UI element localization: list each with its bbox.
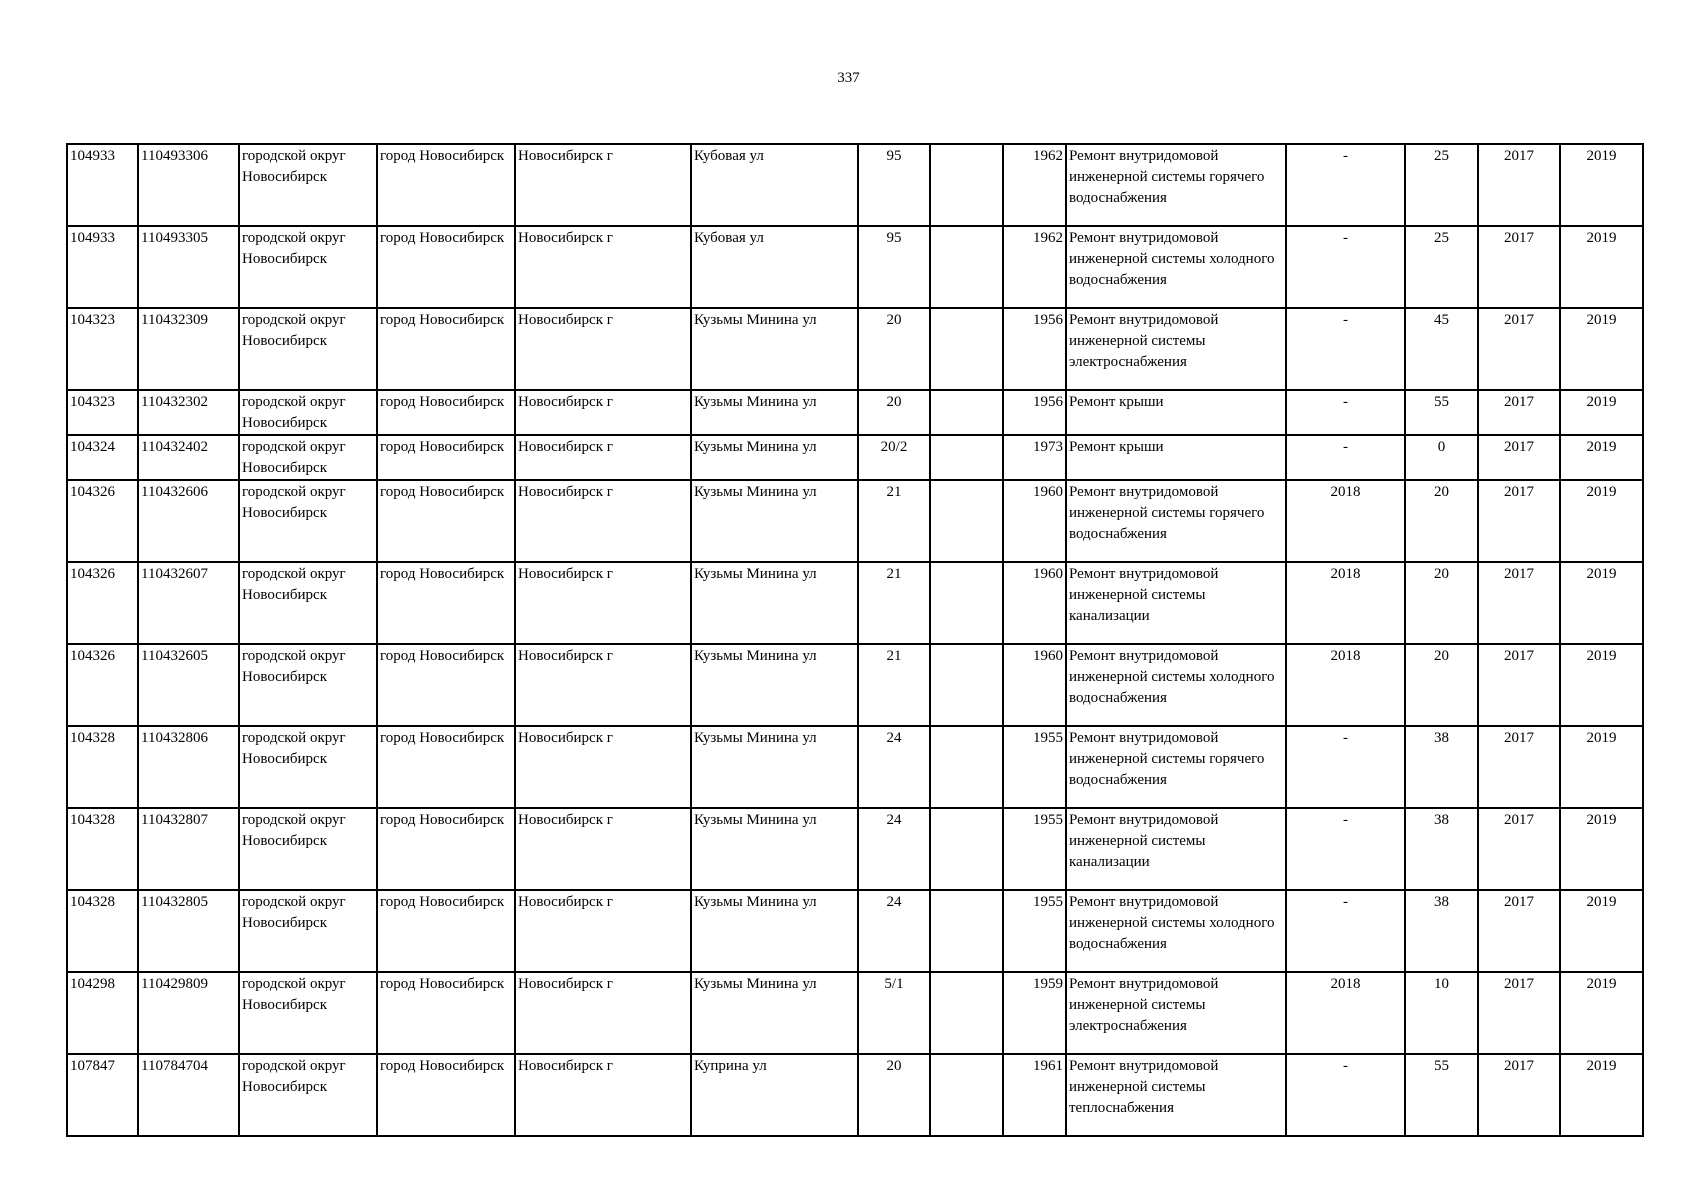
table-row [67, 808, 1643, 890]
settlement-cell: город Новосибирск [377, 972, 515, 1054]
table-row [67, 644, 1643, 726]
year-built-cell: 1955 [1003, 726, 1066, 808]
start-year-cell: 2017 [1478, 890, 1560, 972]
code-cell: 110493306 [138, 144, 239, 226]
wear-cell: 55 [1405, 390, 1478, 435]
wear-cell: 45 [1405, 308, 1478, 390]
city-cell: Новосибирск г [515, 226, 691, 308]
wear-cell: 0 [1405, 435, 1478, 480]
year-built-cell: 1973 [1003, 435, 1066, 480]
house-cell: 20 [858, 1054, 930, 1136]
end-year-cell: 2019 [1560, 390, 1643, 435]
city-cell: Новосибирск г [515, 435, 691, 480]
id-cell: 104933 [67, 226, 138, 308]
start-year-cell: 2017 [1478, 390, 1560, 435]
street-cell: Кубовая ул [691, 144, 858, 226]
street-cell: Кузьмы Минина ул [691, 890, 858, 972]
settlement-cell: город Новосибирск [377, 226, 515, 308]
last-repair-cell: - [1286, 890, 1405, 972]
last-repair-cell: - [1286, 308, 1405, 390]
page-number: 337 [837, 70, 860, 86]
end-year-cell: 2019 [1560, 562, 1643, 644]
house-cell: 20 [858, 308, 930, 390]
year-built-cell: 1955 [1003, 890, 1066, 972]
id-cell: 104328 [67, 808, 138, 890]
street-cell: Кузьмы Минина ул [691, 726, 858, 808]
building-cell [930, 480, 1003, 562]
end-year-cell: 2019 [1560, 972, 1643, 1054]
end-year-cell: 2019 [1560, 226, 1643, 308]
last-repair-cell: 2018 [1286, 644, 1405, 726]
code-cell: 110432807 [138, 808, 239, 890]
city-cell: Новосибирск г [515, 644, 691, 726]
wear-cell: 20 [1405, 562, 1478, 644]
house-cell: 20/2 [858, 435, 930, 480]
settlement-cell: город Новосибирск [377, 435, 515, 480]
municipality-cell: городской округ Новосибирск [239, 226, 377, 308]
table-row [67, 562, 1643, 644]
wear-cell: 38 [1405, 808, 1478, 890]
municipality-cell: городской округ Новосибирск [239, 644, 377, 726]
start-year-cell: 2017 [1478, 808, 1560, 890]
municipality-cell: городской округ Новосибирск [239, 390, 377, 435]
id-cell: 104324 [67, 435, 138, 480]
last-repair-cell: - [1286, 726, 1405, 808]
end-year-cell: 2019 [1560, 435, 1643, 480]
wear-cell: 38 [1405, 890, 1478, 972]
street-cell: Кузьмы Минина ул [691, 808, 858, 890]
id-cell: 104328 [67, 726, 138, 808]
code-cell: 110493305 [138, 226, 239, 308]
code-cell: 110432605 [138, 644, 239, 726]
settlement-cell: город Новосибирск [377, 1054, 515, 1136]
street-cell: Кузьмы Минина ул [691, 435, 858, 480]
street-cell: Куприна ул [691, 1054, 858, 1136]
house-cell: 20 [858, 390, 930, 435]
work-type-cell: Ремонт внутридомовой инженерной системы горячего водоснабжения [1066, 144, 1286, 226]
end-year-cell: 2019 [1560, 308, 1643, 390]
wear-cell: 55 [1405, 1054, 1478, 1136]
work-type-cell: Ремонт крыши [1066, 390, 1286, 435]
code-cell: 110432402 [138, 435, 239, 480]
end-year-cell: 2019 [1560, 890, 1643, 972]
settlement-cell: город Новосибирск [377, 644, 515, 726]
municipality-cell: городской округ Новосибирск [239, 480, 377, 562]
end-year-cell: 2019 [1560, 726, 1643, 808]
work-type-cell: Ремонт внутридомовой инженерной системы горячего водоснабжения [1066, 726, 1286, 808]
id-cell: 104326 [67, 562, 138, 644]
settlement-cell: город Новосибирск [377, 480, 515, 562]
city-cell: Новосибирск г [515, 562, 691, 644]
id-cell: 107847 [67, 1054, 138, 1136]
year-built-cell: 1956 [1003, 308, 1066, 390]
id-cell: 104323 [67, 390, 138, 435]
year-built-cell: 1959 [1003, 972, 1066, 1054]
work-type-cell: Ремонт внутридомовой инженерной системы канализации [1066, 562, 1286, 644]
work-type-cell: Ремонт внутридомовой инженерной системы электроснабжения [1066, 972, 1286, 1054]
street-cell: Кубовая ул [691, 226, 858, 308]
end-year-cell: 2019 [1560, 1054, 1643, 1136]
wear-cell: 10 [1405, 972, 1478, 1054]
id-cell: 104326 [67, 480, 138, 562]
house-cell: 95 [858, 144, 930, 226]
wear-cell: 38 [1405, 726, 1478, 808]
table-row [67, 435, 1643, 480]
last-repair-cell: - [1286, 144, 1405, 226]
id-cell: 104933 [67, 144, 138, 226]
year-built-cell: 1960 [1003, 644, 1066, 726]
house-cell: 21 [858, 480, 930, 562]
city-cell: Новосибирск г [515, 480, 691, 562]
work-type-cell: Ремонт внутридомовой инженерной системы холодного водоснабжения [1066, 226, 1286, 308]
table-row [67, 226, 1643, 308]
city-cell: Новосибирск г [515, 390, 691, 435]
house-cell: 21 [858, 644, 930, 726]
table-row [67, 144, 1643, 226]
code-cell: 110432309 [138, 308, 239, 390]
last-repair-cell: - [1286, 390, 1405, 435]
wear-cell: 20 [1405, 480, 1478, 562]
building-cell [930, 808, 1003, 890]
municipality-cell: городской округ Новосибирск [239, 972, 377, 1054]
start-year-cell: 2017 [1478, 308, 1560, 390]
start-year-cell: 2017 [1478, 972, 1560, 1054]
last-repair-cell: 2018 [1286, 972, 1405, 1054]
code-cell: 110432607 [138, 562, 239, 644]
work-type-cell: Ремонт крыши [1066, 435, 1286, 480]
start-year-cell: 2017 [1478, 726, 1560, 808]
building-cell [930, 308, 1003, 390]
wear-cell: 25 [1405, 226, 1478, 308]
settlement-cell: город Новосибирск [377, 726, 515, 808]
municipality-cell: городской округ Новосибирск [239, 435, 377, 480]
last-repair-cell: - [1286, 226, 1405, 308]
start-year-cell: 2017 [1478, 435, 1560, 480]
building-cell [930, 644, 1003, 726]
building-cell [930, 562, 1003, 644]
register-table [66, 143, 1644, 1137]
municipality-cell: городской округ Новосибирск [239, 1054, 377, 1136]
city-cell: Новосибирск г [515, 972, 691, 1054]
municipality-cell: городской округ Новосибирск [239, 562, 377, 644]
table-row [67, 480, 1643, 562]
house-cell: 21 [858, 562, 930, 644]
year-built-cell: 1955 [1003, 808, 1066, 890]
building-cell [930, 890, 1003, 972]
house-cell: 95 [858, 226, 930, 308]
start-year-cell: 2017 [1478, 144, 1560, 226]
building-cell [930, 1054, 1003, 1136]
municipality-cell: городской округ Новосибирск [239, 890, 377, 972]
city-cell: Новосибирск г [515, 1054, 691, 1136]
year-built-cell: 1961 [1003, 1054, 1066, 1136]
settlement-cell: город Новосибирск [377, 808, 515, 890]
city-cell: Новосибирск г [515, 808, 691, 890]
id-cell: 104326 [67, 644, 138, 726]
municipality-cell: городской округ Новосибирск [239, 808, 377, 890]
building-cell [930, 435, 1003, 480]
work-type-cell: Ремонт внутридомовой инженерной системы холодного водоснабжения [1066, 890, 1286, 972]
table-row [67, 972, 1643, 1054]
code-cell: 110432606 [138, 480, 239, 562]
last-repair-cell: - [1286, 1054, 1405, 1136]
start-year-cell: 2017 [1478, 226, 1560, 308]
settlement-cell: город Новосибирск [377, 890, 515, 972]
street-cell: Кузьмы Минина ул [691, 972, 858, 1054]
building-cell [930, 972, 1003, 1054]
table-row [67, 390, 1643, 435]
end-year-cell: 2019 [1560, 808, 1643, 890]
work-type-cell: Ремонт внутридомовой инженерной системы горячего водоснабжения [1066, 480, 1286, 562]
id-cell: 104323 [67, 308, 138, 390]
settlement-cell: город Новосибирск [377, 308, 515, 390]
building-cell [930, 226, 1003, 308]
last-repair-cell: 2018 [1286, 562, 1405, 644]
end-year-cell: 2019 [1560, 644, 1643, 726]
year-built-cell: 1962 [1003, 226, 1066, 308]
city-cell: Новосибирск г [515, 308, 691, 390]
municipality-cell: городской округ Новосибирск [239, 726, 377, 808]
last-repair-cell: - [1286, 435, 1405, 480]
settlement-cell: город Новосибирск [377, 390, 515, 435]
house-cell: 24 [858, 890, 930, 972]
year-built-cell: 1956 [1003, 390, 1066, 435]
settlement-cell: город Новосибирск [377, 144, 515, 226]
street-cell: Кузьмы Минина ул [691, 308, 858, 390]
street-cell: Кузьмы Минина ул [691, 390, 858, 435]
table-row [67, 890, 1643, 972]
wear-cell: 20 [1405, 644, 1478, 726]
building-cell [930, 390, 1003, 435]
municipality-cell: городской округ Новосибирск [239, 144, 377, 226]
table-body [67, 144, 1643, 1136]
wear-cell: 25 [1405, 144, 1478, 226]
id-cell: 104298 [67, 972, 138, 1054]
building-cell [930, 726, 1003, 808]
end-year-cell: 2019 [1560, 144, 1643, 226]
house-cell: 5/1 [858, 972, 930, 1054]
city-cell: Новосибирск г [515, 144, 691, 226]
work-type-cell: Ремонт внутридомовой инженерной системы электроснабжения [1066, 308, 1286, 390]
id-cell: 104328 [67, 890, 138, 972]
last-repair-cell: 2018 [1286, 480, 1405, 562]
code-cell: 110784704 [138, 1054, 239, 1136]
code-cell: 110429809 [138, 972, 239, 1054]
settlement-cell: город Новосибирск [377, 562, 515, 644]
building-cell [930, 144, 1003, 226]
work-type-cell: Ремонт внутридомовой инженерной системы теплоснабжения [1066, 1054, 1286, 1136]
work-type-cell: Ремонт внутридомовой инженерной системы канализации [1066, 808, 1286, 890]
start-year-cell: 2017 [1478, 562, 1560, 644]
municipality-cell: городской округ Новосибирск [239, 308, 377, 390]
city-cell: Новосибирск г [515, 726, 691, 808]
street-cell: Кузьмы Минина ул [691, 562, 858, 644]
end-year-cell: 2019 [1560, 480, 1643, 562]
city-cell: Новосибирск г [515, 890, 691, 972]
code-cell: 110432302 [138, 390, 239, 435]
street-cell: Кузьмы Минина ул [691, 480, 858, 562]
start-year-cell: 2017 [1478, 480, 1560, 562]
table-row [67, 1054, 1643, 1136]
code-cell: 110432805 [138, 890, 239, 972]
year-built-cell: 1960 [1003, 480, 1066, 562]
last-repair-cell: - [1286, 808, 1405, 890]
table-row [67, 308, 1643, 390]
start-year-cell: 2017 [1478, 644, 1560, 726]
house-cell: 24 [858, 726, 930, 808]
code-cell: 110432806 [138, 726, 239, 808]
table-row [67, 726, 1643, 808]
year-built-cell: 1962 [1003, 144, 1066, 226]
start-year-cell: 2017 [1478, 1054, 1560, 1136]
street-cell: Кузьмы Минина ул [691, 644, 858, 726]
house-cell: 24 [858, 808, 930, 890]
work-type-cell: Ремонт внутридомовой инженерной системы холодного водоснабжения [1066, 644, 1286, 726]
year-built-cell: 1960 [1003, 562, 1066, 644]
